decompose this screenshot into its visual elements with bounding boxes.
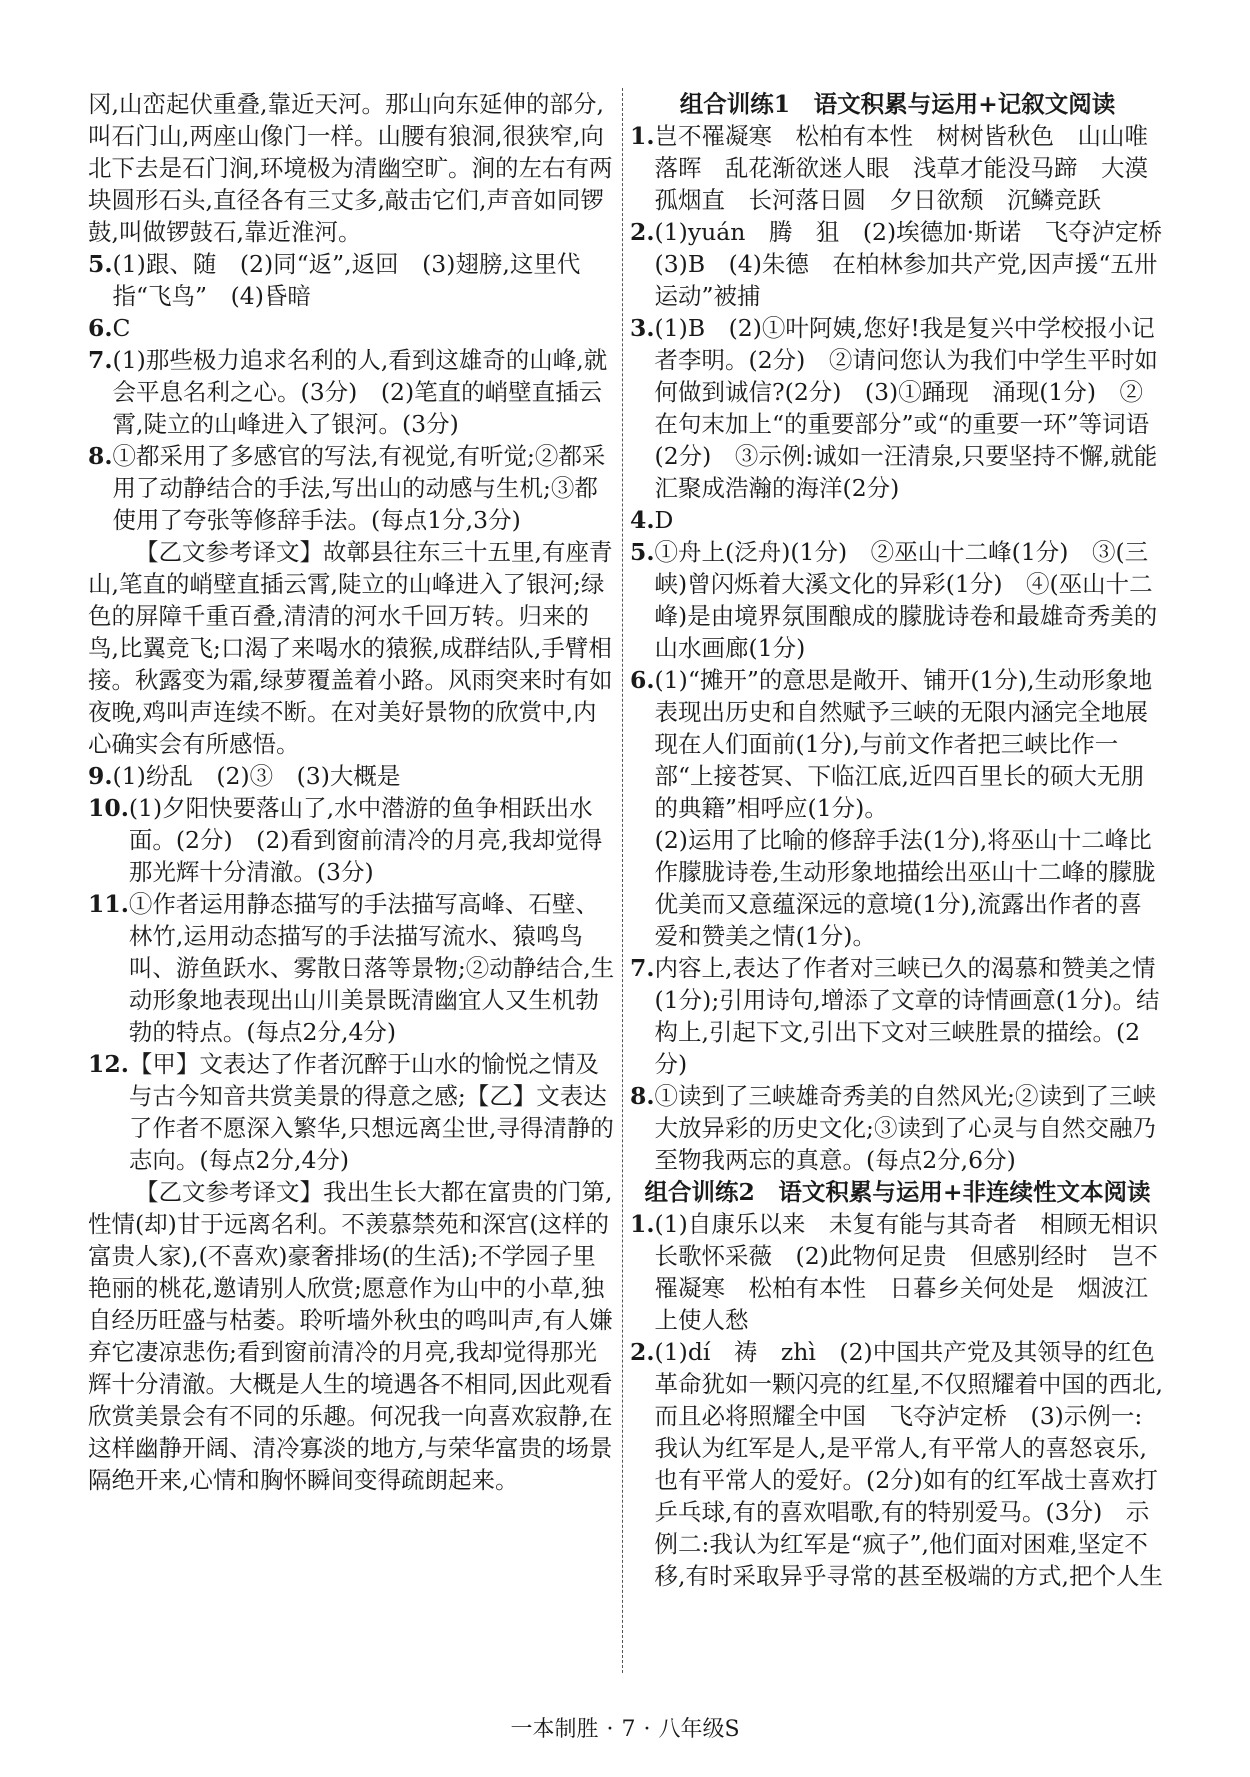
answer-number: 8. <box>88 442 113 470</box>
answer-number: 1. <box>630 122 655 150</box>
answer-item <box>630 1336 1165 1592</box>
answer-number <box>630 824 655 952</box>
answer-item <box>88 344 618 440</box>
answer-number: 11. <box>88 890 129 918</box>
answer-item <box>630 216 1186 312</box>
answer-item <box>88 440 618 536</box>
answer-text: 内容上,表达了作者对三峡已久的渴慕和赞美之情(1分);引用诗句,增添了文章的诗情画意(1分)。结构上,引起下文,引出下文对三峡胜景的描绘。(2分) <box>654 954 1160 1078</box>
answer-item <box>88 888 618 1048</box>
page-footer <box>0 1712 1250 1743</box>
answer-item <box>630 504 1165 536</box>
answer-number: 7. <box>88 346 113 374</box>
answer-text: 【甲】文表达了作者沉醉于山水的愉悦之情及与古今知音共赏美景的得意之感;【乙】文表达了作者不愿深入繁华,只想远离尘世,寻得清静的志向。(每点2分,4分) <box>128 1050 614 1174</box>
answer-item <box>88 760 618 792</box>
answer-text: D <box>654 506 674 534</box>
footer-brand: 一本制胜 <box>510 1717 599 1742</box>
footer-separator: · <box>643 1717 651 1742</box>
answer-item <box>630 120 1165 216</box>
answer-number: 5. <box>88 250 113 278</box>
answer-item <box>630 1080 1165 1176</box>
answer-number: 3. <box>630 314 655 342</box>
column-divider <box>622 88 623 1673</box>
answer-text: (1)跟、随 (2)同“返”,返回 (3)翅膀,这里代指“飞鸟” (4)昏暗 <box>112 250 581 310</box>
footer-grade: 八年级S <box>658 1717 740 1742</box>
answer-item <box>88 312 618 344</box>
section-title: 组合训练1 语文积累与运用+记叙文阅读 <box>679 90 1116 118</box>
answer-number: 4. <box>630 506 655 534</box>
answer-number: 6. <box>88 314 113 342</box>
answer-number: 2. <box>630 218 655 246</box>
answer-text: (1)自康乐以来 未复有能与其奇者 相顾无相识 长歌怀采薇 (2)此物何足贵 但感别经时 岂不罹凝寒 松柏有本性 日暮乡关何处是 烟波江上使人愁 <box>654 1210 1182 1334</box>
answer-item <box>88 248 618 312</box>
translation-paragraph: 【乙文参考译文】我出生长大都在富贵的门第,性情(却)甘于远离名利。不羡慕禁苑和深宫(这样的富贵人家),(不喜欢)豪奢排场(的生活);不学园子里艳丽的桃花,邀请别人欣赏;愿意作为山中的小草,独自经历旺盛与枯萎。聆听墙外秋虫的鸣叫声,有人嫌弃它凄凉悲伤;看到窗前清冷的月亮,我却觉得那光辉十分清澈。大概是人生的境遇各不相同,因此观看欣赏美景会有不同的乐趣。何况我一向喜欢寂静,在这样幽静开阔、清冷寡淡的地方,与荣华富贵的场景隔绝开来,心情和胸怀瞬间变得疏朗起来。 <box>88 1178 613 1494</box>
answer-item <box>630 952 1165 1080</box>
answer-text: (1)“摊开”的意思是敞开、铺开(1分),生动形象地表现出历史和自然赋予三峡的无限内涵完全地展现在人们面前(1分),与前文作者把三峡比作一部“上接苍冥、下临江底,近四百里长的硕大无朋的典籍”相呼应(1分)。 <box>654 666 1153 822</box>
answer-item <box>630 536 1165 664</box>
right-column <box>630 88 1186 1592</box>
answer-text: (1)夕阳快要落山了,水中潜游的鱼争相跃出水面。(2分) (2)看到窗前清冷的月亮,我却觉得那光辉十分清澈。(3分) <box>128 794 603 886</box>
answer-text: (1)B (2)①叶阿姨,您好!我是复兴中学校报小记者李明。(2分) ②请问您认为我们中学生平时如何做到诚信?(2分) (3)①踊现 涌现(1分) ②在句末加上“的重要部分”或“的重要一环”等词语(2分) ③示例:诚如一汪清泉,只要坚持不懈,就能汇聚成浩瀚的海洋(2分) <box>654 314 1158 502</box>
answer-item <box>630 1208 1182 1336</box>
answer-text: ①都采用了多感官的写法,有视觉,有听觉;②都采用了动静结合的手法,写出山的动感与生机;③都使用了夸张等修辞手法。(每点1分,3分) <box>112 442 606 534</box>
answer-item <box>630 824 1165 952</box>
answer-item <box>88 792 618 888</box>
intro-text: 冈,山峦起伏重叠,靠近天河。那山向东延伸的部分,叫石门山,两座山像门一样。山腰有狼洞,很狭窄,向北下去是石门涧,环境极为清幽空旷。涧的左右有两块圆形石头,直径各有三丈多,敲击它们,声音如同锣鼓,叫做锣鼓石,靠近淮河。 <box>88 90 613 246</box>
answer-text: (1)纷乱 (2)③ (3)大概是 <box>112 762 401 790</box>
answer-number: 7. <box>630 954 655 982</box>
answer-item <box>630 312 1165 504</box>
answer-text: (1)dí 祷 zhì (2)中国共产党及其领导的红色革命犹如一颗闪亮的红星,不仅照耀着中国的西北,而且必将照耀全中国 飞夺泸定桥 (3)示例一:我认为红军是人,是平常人,有平常人的喜怒哀乐,也有平常人的爱好。(2分)如有的红军战士喜欢打乒乓球,有的喜欢唱歌,有的特别爱马。(3分) 示例二:我认为红军是“疯子”,他们面对困难,坚定不移,有时采取异乎寻常的甚至极端的方式,把个人生 <box>654 1338 1163 1590</box>
section-title: 组合训练2 语文积累与运用+非连续性文本阅读 <box>644 1178 1151 1206</box>
answer-item <box>88 1048 618 1176</box>
answer-number: 1. <box>630 1210 655 1238</box>
answer-number: 6. <box>630 666 655 694</box>
answer-number: 5. <box>630 538 655 566</box>
answer-number: 12. <box>88 1050 129 1078</box>
answer-number: 8. <box>630 1082 655 1110</box>
answer-text: (1)那些极力追求名利的人,看到这雄奇的山峰,就会平息名利之心。(3分) (2)笔直的峭壁直插云霄,陡立的山峰进入了银河。(3分) <box>112 346 608 438</box>
answer-number: 9. <box>88 762 113 790</box>
answer-number: 10. <box>88 794 129 822</box>
answer-text: 岂不罹凝寒 松柏有本性 树树皆秋色 山山唯落晖 乱花渐欲迷人眼 浅草才能没马蹄 大漠孤烟直 长河落日圆 夕日欲颓 沉鳞竞跃 <box>654 122 1149 214</box>
translation-paragraph: 【乙文参考译文】故鄣县往东三十五里,有座青山,笔直的峭壁直插云霄,陡立的山峰进入了银河;绿色的屏障千重百叠,清清的河水千回万转。归来的鸟,比翼竞飞;口渴了来喝水的猿猴,成群结队,手臂相接。秋露变为霜,绿萝覆盖着小路。风雨突来时有如夜晚,鸡叫声连续不断。在对美好景物的欣赏中,内心确实会有所感悟。 <box>88 538 613 758</box>
answer-text: ①作者运用静态描写的手法描写高峰、石壁、林竹,运用动态描写的手法描写流水、猿鸣鸟叫、游鱼跃水、雾散日落等景物;②动静结合,生动形象地表现出山川美景既清幽宜人又生机勃勃的特点。(每点2分,4分) <box>128 890 615 1046</box>
answer-text: ①读到了三峡雄奇秀美的自然风光;②读到了三峡大放异彩的历史文化;③读到了心灵与自然交融乃至物我两忘的真意。(每点2分,6分) <box>654 1082 1156 1174</box>
answer-text: C <box>112 314 131 342</box>
left-column <box>88 88 618 1496</box>
answer-item <box>630 664 1165 824</box>
answer-text: ①舟上(泛舟)(1分) ②巫山十二峰(1分) ③(三峡)曾闪烁着大溪文化的异彩(1分) ④(巫山十二峰)是由境界氛围酿成的朦胧诗卷和最雄奇秀美的山水画廊(1分) <box>654 538 1158 662</box>
answer-number: 2. <box>630 1338 655 1366</box>
footer-separator: · <box>606 1717 614 1742</box>
answer-text: (2)运用了比喻的修辞手法(1分),将巫山十二峰比作朦胧诗卷,生动形象地描绘出巫山十二峰的朦胧优美而又意蕴深远的意境(1分),流露出作者的喜爱和赞美之情(1分)。 <box>654 826 1156 950</box>
answer-text: (1)yuán 腾 狙 (2)埃德加·斯诺 飞夺泸定桥 (3)B (4)朱德 在柏林参加共产党,因声援“五卅运动”被捕 <box>654 218 1186 310</box>
page-number: 7 <box>621 1717 636 1742</box>
